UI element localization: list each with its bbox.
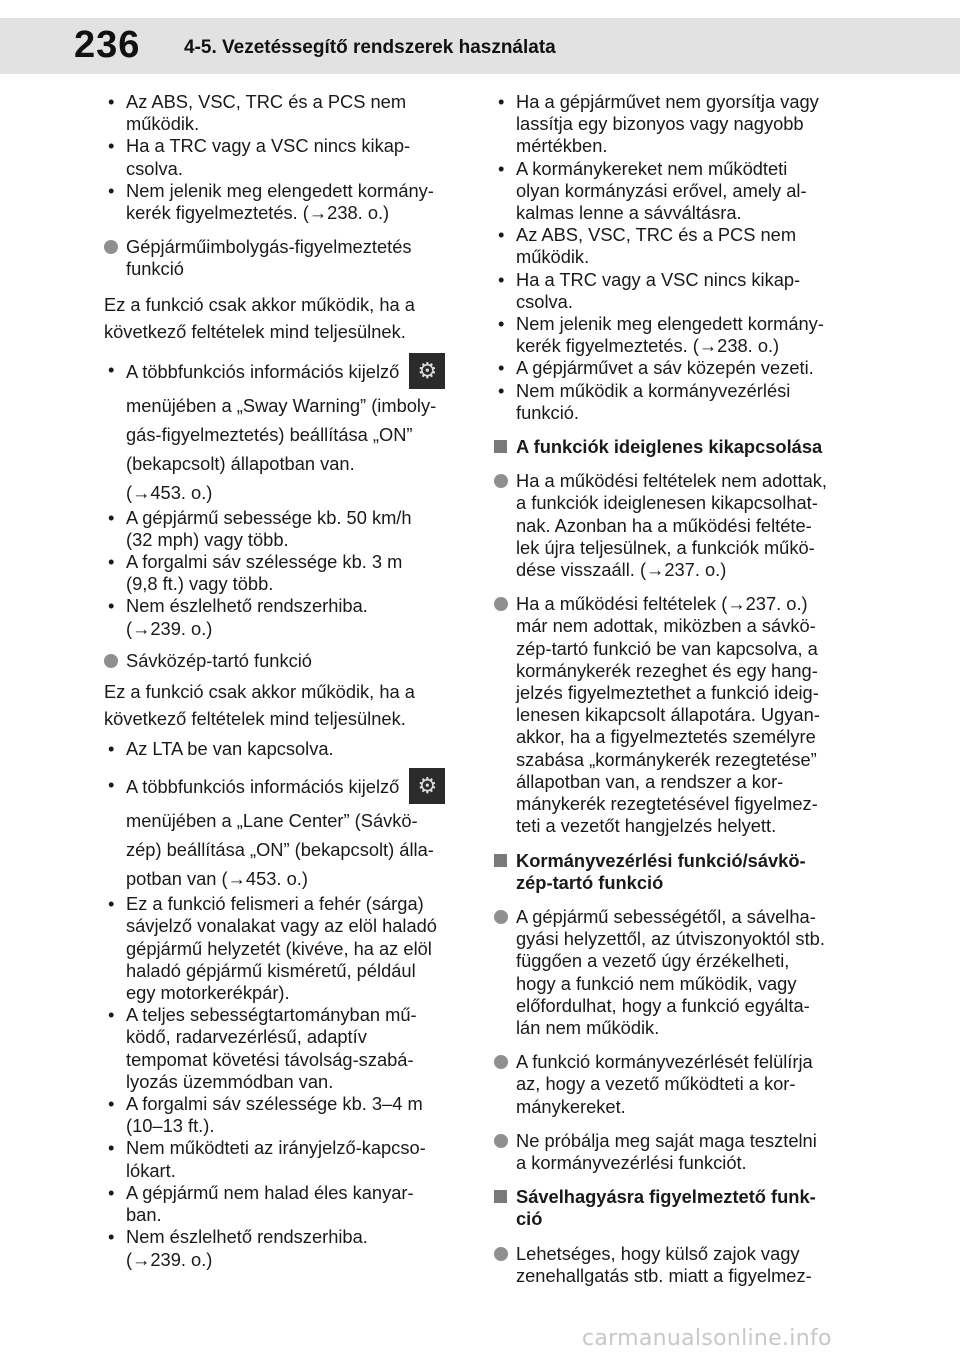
circle-item: Ha a működési feltételek nem adottak, a funkciók ideiglenesen kikapcsolhat- nak. Azonban ha a működési feltéte- lek újra teljesülnek, a funkciók műkö- dése visszaáll. (→237. o.) (494, 470, 862, 581)
list-item: • Ha a TRC vagy a VSC nincs kikap- csolva. (498, 268, 801, 312)
paragraph: Ez a funkció csak akkor működik, ha a következő feltételek mind teljesülnek. (104, 681, 415, 730)
circle-item: Sávközép-tartó funkció (104, 650, 464, 672)
list-item: • A gépjárművet a sáv közepén vezeti. (498, 357, 814, 379)
page-number: 236 (74, 24, 141, 66)
list-item: • Nem működteti az irányjelző-kapcso- lókart. (108, 1137, 426, 1181)
list-item: • A forgalmi sáv szélessége kb. 3 m (9,8 ft.) vagy több. (108, 551, 403, 595)
list-item: • A teljes sebességtartományban mű- ködő, radarvezérlésű, adaptív tempomat követési távolság-szabá- lyozás üzemmódban van. (108, 1004, 417, 1092)
circle-bullet-icon (494, 1247, 508, 1261)
circle-bullet-icon (494, 910, 508, 924)
section-title: 4-5. Vezetéssegítő rendszerek használata (184, 37, 556, 58)
list-item: • A forgalmi sáv szélessége kb. 3–4 m (10–13 ft.). (108, 1093, 423, 1137)
circle-item: Ha a működési feltételek (→237. o.) már nem adottak, miközben a sávkö- zép-tartó funkció be van kapcsolva, a kormánykerék rezeghet és egy hang- jelzés figyelmeztethet a funkció ideig- lenesen kikapcsolt állapotára. Ugyan- akkor, ha a figyelmeztetés személyre szabása „kormánykerék rezegtetése” állapotban van, a rendszer a kor- mánykerék rezegtetésével figyelmez- teti a vezetőt hangjelzés helyett. (494, 593, 862, 837)
list-item: • Az ABS, VSC, TRC és a PCS nem működik. (498, 224, 797, 268)
right-column (494, 91, 862, 1287)
list-item: • A kormánykereket nem működteti olyan kormányzási erővel, amely al- kalmas lenne a sávváltásra. (498, 157, 807, 224)
list-item: • Az LTA be van kapcsolva. (108, 738, 334, 760)
list-item: • Nem észlelhető rendszerhiba. (→239. o.) (108, 1226, 368, 1270)
list-item: • A többfunkciós információs kijelző ⚙ menüjében a „Sway Warning” (imboly- gás-figyelmeztetés) beállítása „ON” (bekapcsolt) állapotban van. (→453. o.) (104, 355, 464, 507)
list-item: • Az ABS, VSC, TRC és a PCS nem működik. (108, 91, 407, 135)
section-heading: A funkciók ideiglenes kikapcsolása (494, 436, 862, 458)
list-item: • A gépjármű nem halad éles kanyar- ban. (108, 1181, 414, 1226)
circle-item: Ne próbálja meg saját maga tesztelni a kormányvezérlési funkciót. (494, 1130, 862, 1174)
circle-item: Gépjárműimbolygás-figyelmeztetés funkció (104, 236, 464, 280)
circle-bullet-icon (494, 474, 508, 488)
left-column (104, 91, 464, 1271)
list-item: • Nem jelenik meg elengedett kormány- kerék figyelmeztetés. (→238. o.) (108, 179, 434, 224)
circle-bullet-icon (494, 1055, 508, 1069)
circle-bullet-icon (104, 654, 118, 668)
gear-icon: ⚙ (409, 768, 445, 804)
list-item: • Nem működik a kormányvezérlési funkció. (498, 379, 791, 423)
watermark: carmanualsonline.info (582, 1326, 832, 1351)
square-bullet-icon (494, 854, 507, 867)
gear-icon: ⚙ (409, 353, 445, 389)
list-item: • Nem észlelhető rendszerhiba. (→239. o.) (108, 595, 368, 639)
circle-item: A funkció kormányvezérlését felülírja az, hogy a vezető működteti a kor- mánykereket. (494, 1051, 862, 1118)
list-item: • Ha a TRC vagy a VSC nincs kikap- csolva. (108, 135, 411, 179)
square-bullet-icon (494, 440, 507, 453)
paragraph: Ez a funkció csak akkor működik, ha a következő feltételek mind teljesülnek. (104, 293, 415, 342)
square-bullet-icon (494, 1190, 507, 1203)
list-item: • A gépjármű sebessége kb. 50 km/h (32 mph) vagy több. (108, 506, 412, 550)
circle-bullet-icon (104, 240, 118, 254)
list-item: • Ha a gépjárművet nem gyorsítja vagy lassítja egy bizonyos vagy nagyobb mértékben. (498, 91, 819, 157)
circle-bullet-icon (494, 1134, 508, 1148)
circle-item: A gépjármű sebességétől, a sávelha- gyási helyzettől, az útviszonyoktól stb. függően a vezető úgy érzékelheti, hogy a funkció nem működik, vagy előfordulhat, hogy a funkció egyálta- lán nem működik. (494, 906, 862, 1039)
section-heading: Sávelhagyásra figyelmeztető funk- ció (494, 1186, 862, 1230)
list-item: • Ez a funkció felismeri a fehér (sárga) sávjelző vonalakat vagy az elöl haladó gépjármű helyzetét (kivéve, ha az elöl haladó gépjármű kisméretű, például egy motorkerékpár). (108, 893, 437, 1004)
section-heading: Kormányvezérlési funkció/sávkö- zép-tartó funkció (494, 850, 862, 894)
list-item: • A többfunkciós információs kijelző ⚙ menüjében a „Lane Center” (Sávkö- zép) beállítása „ON” (bekapcsolt) álla- potban van (→453. o.) (104, 770, 464, 893)
circle-item: Lehetséges, hogy külső zajok vagy zenehallgatás stb. miatt a figyelmez- (494, 1243, 862, 1287)
list-item: • Nem jelenik meg elengedett kormány- kerék figyelmeztetés. (→238. o.) (498, 313, 824, 357)
circle-bullet-icon (494, 597, 508, 611)
